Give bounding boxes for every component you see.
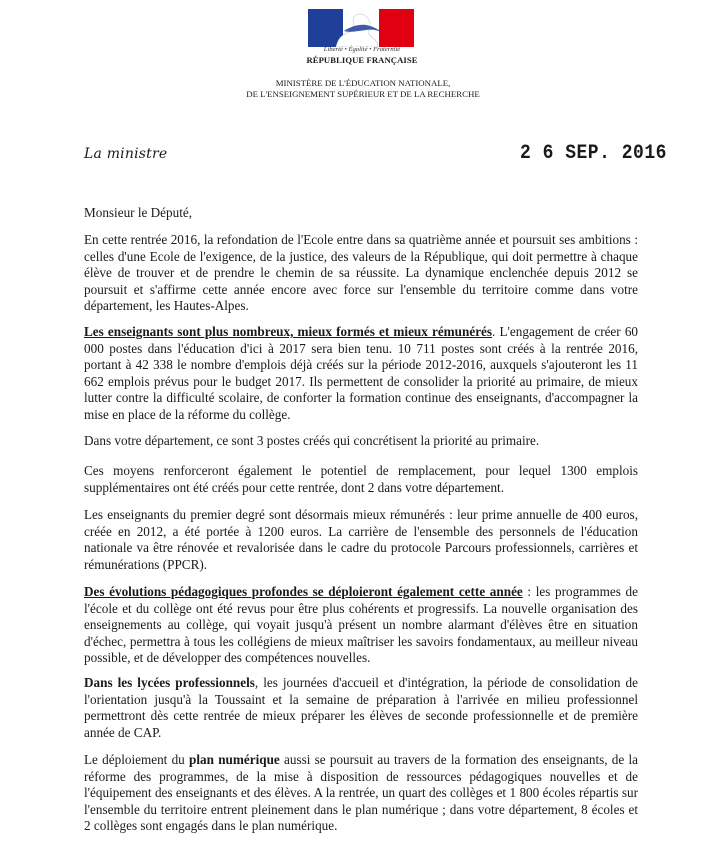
signatory-title: La ministre bbox=[84, 146, 168, 162]
republic-motto: Liberté • Égalité • Fraternité bbox=[323, 46, 401, 53]
paragraph-vocational-text: , les journées d'accueil et d'intégration, la période de consolidation de l'orientation jusqu'à la Toussaint et la semaine de préparation à l'arrivée en milieu professionnel permettront dès cette rentrée de mieux préparer les élèves de seconde professionnelle et de première année de CAP. bbox=[84, 675, 638, 740]
paragraph-teachers-heading: Les enseignants sont plus nombreux, mieux formés et mieux rémunérés bbox=[84, 324, 493, 339]
date-stamp: 2 6 SEP. 2016 bbox=[520, 142, 667, 165]
paragraph-digital-text: aussi se poursuit au travers de la formation des enseignants, de la réforme des programmes, de la mise à disposition de ressources pédagogiques nouvelles et de l'équipement des enseignants et des élèves. A la rentrée, un quart des collèges et 1 800 écoles répartis sur l'ensemble du territoire entrent pleinement dans le plan numérique ; dans votre département, 8 écoles et 2 collèges sont engagés dans le plan numérique. bbox=[84, 752, 639, 833]
paragraph-vocational bbox=[84, 675, 638, 741]
ministry-line-1: MINISTÈRE DE L'ÉDUCATION NATIONALE, bbox=[275, 78, 451, 88]
paragraph-intro: En cette rentrée 2016, la refondation de l'Ecole entre dans sa quatrième année et poursuit ses ambitions : celles d'une Ecole de l'exigence, de la justice, des valeurs de la République, qui doit permettre à chaque élève de trouver et de prendre le chemin de sa réussite. La dynamique enclenchée depuis 2012 se poursuit et s'affirme cette année encore avec force sur l'ensemble du territoire comme dans votre département, les Hautes-Alpes. bbox=[84, 232, 638, 313]
marianne-logo bbox=[308, 9, 414, 47]
paragraph-teachers-text: . L'engagement de créer 60 000 postes dans l'éducation d'ici à 2017 sera bien tenu. 10 711 postes sont créés à la rentrée 2016, portant à 42 338 le nombre d'emplois déjà créés sur la période 2012-2016, auxquels s'ajouteront les 11 662 emplois prévus pour le budget 2017. Ils permettent de consolider la priorité au primaire, de mieux lutter contre la difficulté scolaire, de conforter la formation continue des enseignants, d'accompagner la mise en place de la réforme du collège. bbox=[84, 324, 639, 422]
republique-francaise-label: RÉPUBLIQUE FRANÇAISE bbox=[306, 55, 418, 65]
paragraph-teachers bbox=[84, 324, 638, 423]
paragraph-department-posts: Dans votre département, ce sont 3 postes créés qui concrétisent la priorité au primaire. bbox=[84, 433, 540, 448]
paragraph-pedagogy bbox=[84, 584, 638, 667]
paragraph-digital-pre: Le déploiement du bbox=[84, 752, 190, 767]
ministry-name bbox=[200, 78, 526, 99]
paragraph-replacement: Ces moyens renforceront également le potentiel de remplacement, pour lequel 1300 emplois supplémentaires ont été créés pour cette rentrée, dont 2 dans votre département. bbox=[84, 463, 638, 495]
paragraph-digital-plan bbox=[84, 752, 638, 835]
paragraph-pedagogy-heading: Des évolutions pédagogiques profondes se déploieront également cette année bbox=[84, 584, 523, 599]
paragraph-digital-heading: plan numérique bbox=[189, 752, 280, 767]
paragraph-pedagogy-text: : les programmes de l'école et du collège ont été revus pour être plus cohérents et progressifs. La nouvelle organisation des enseignements au collège, qui voyait jusqu'à présent un nombre alarmant d'élèves être en situation d'échec, permettra à tous les collégiens de mieux maîtriser les savoirs fondamentaux, au meilleur niveau possible, et de développer des compétences nouvelles. bbox=[84, 584, 638, 665]
ministry-line-2: DE L'ENSEIGNEMENT SUPÉRIEUR ET DE LA RECHERCHE bbox=[246, 88, 480, 99]
salutation: Monsieur le Député, bbox=[84, 205, 193, 220]
paragraph-remuneration: Les enseignants du premier degré sont désormais mieux rémunérés : leur prime annuelle de 400 euros, créée en 2012, a été portée à 1200 euros. La carrière de l'ensemble des personnels de l'éducation nationale va être rénovée et revalorisée dans le cadre du protocole Parcours professionnels, carrières et rémunérations (PPCR). bbox=[84, 507, 638, 572]
paragraph-vocational-heading: Dans les lycées professionnels bbox=[84, 675, 255, 690]
